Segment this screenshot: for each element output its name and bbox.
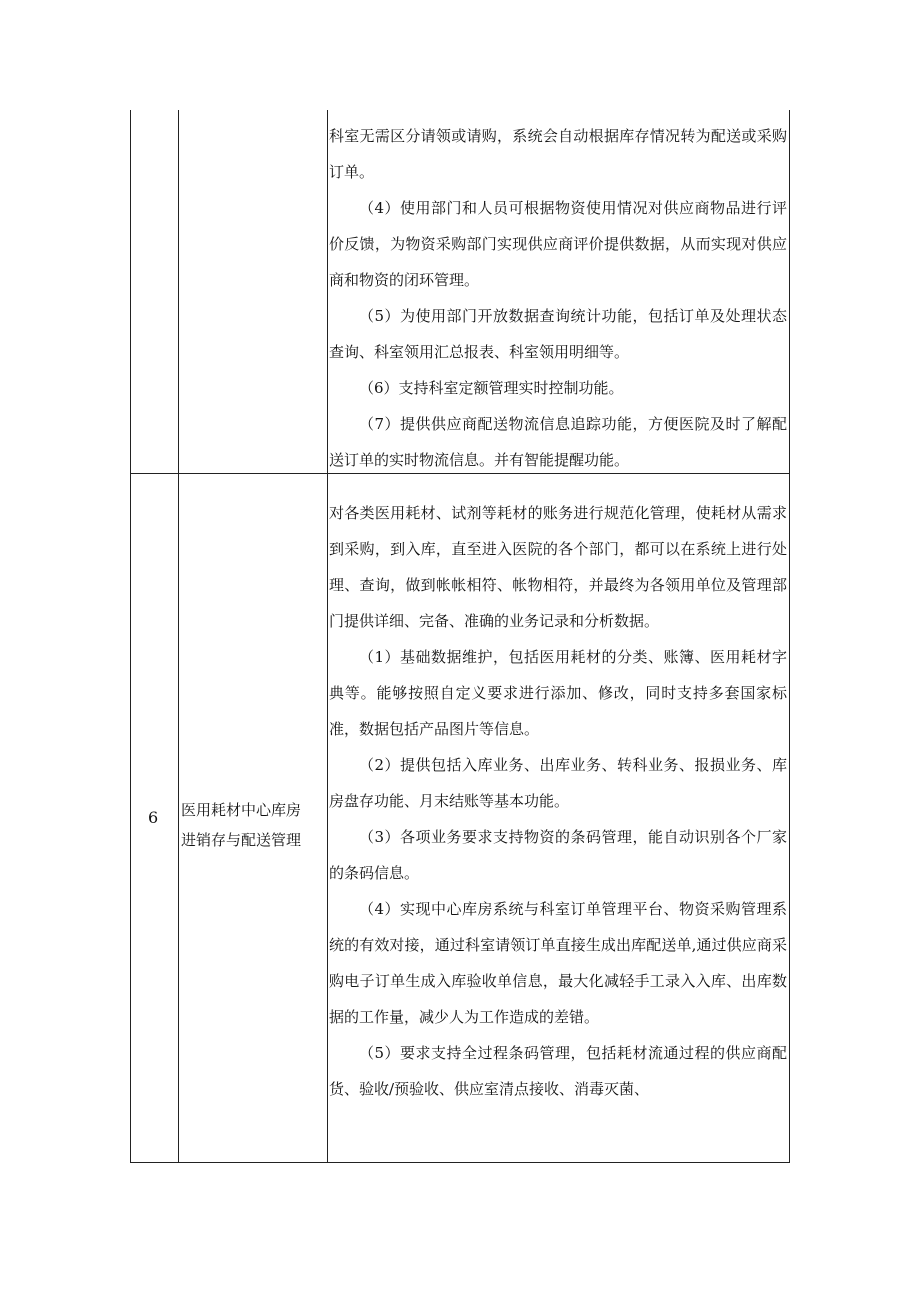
column-divider-2: [327, 110, 328, 1163]
continued-description-cell: [329, 118, 787, 478]
row-number: 6: [148, 808, 159, 827]
table-border-bottom: [130, 1162, 790, 1163]
table-border-right: [789, 110, 790, 1163]
description-paragraph: （5）要求支持全过程条码管理，包括耗材流通过程的供应商配货、验收/预验收、供应室清点接收、消毒灭菌、: [329, 1044, 787, 1098]
item-name: [181, 795, 326, 855]
description-paragraph: （1）基础数据维护，包括医用耗材的分类、账簿、医用耗材字典等。能够按照自定义要求进行添加、修改，同时支持多套国家标准，数据包括产品图片等信息。: [329, 648, 787, 738]
column-divider-1: [178, 110, 179, 1163]
description-paragraph: （4）实现中心库房系统与科室订单管理平台、物资采购管理系统的有效对接，通过科室请领订单直接生成出库配送单,通过供应商采购电子订单生成入库验收单信息，最大化减轻手工录入入库、出库数据的工作量，减少人为工作造成的差错。: [329, 900, 787, 1026]
item-name-line: 医用耗材中心库房: [181, 801, 302, 819]
description-paragraph: （7）提供供应商配送物流信息追踪功能，方便医院及时了解配送订单的实时物流信息。并有智能提醒功能。: [329, 415, 787, 469]
item-name-line: 进销存与配送管理: [181, 831, 302, 849]
description-paragraph: （2）提供包括入库业务、出库业务、转科业务、报损业务、库房盘存功能、月末结账等基本功能。: [329, 756, 787, 810]
table-border-left: [130, 110, 131, 1163]
item-description-cell: [329, 495, 787, 1107]
description-paragraph: 科室无需区分请领或请购，系统会自动根据库存情况转为配送或采购订单。: [329, 127, 787, 181]
description-paragraph: （4）使用部门和人员可根据物资使用情况对供应商物品进行评价反馈，为物资采购部门实现供应商评价提供数据，从而实现对供应商和物资的闭环管理。: [329, 199, 787, 289]
description-paragraph: 对各类医用耗材、试剂等耗材的账务进行规范化管理，使耗材从需求到采购，到入库，直至进入医院的各个部门，都可以在系统上进行处理、查询，做到帐帐相符、帐物相符，并最终为各领用单位及管理部门提供详细、完备、准确的业务记录和分析数据。: [329, 504, 787, 630]
description-paragraph: （3）各项业务要求支持物资的条码管理，能自动识别各个厂家的条码信息。: [329, 828, 787, 882]
description-paragraph: （6）支持科室定额管理实时控制功能。: [359, 379, 624, 397]
description-paragraph: （5）为使用部门开放数据查询统计功能，包括订单及处理状态查询、科室领用汇总报表、科室领用明细等。: [329, 307, 787, 361]
